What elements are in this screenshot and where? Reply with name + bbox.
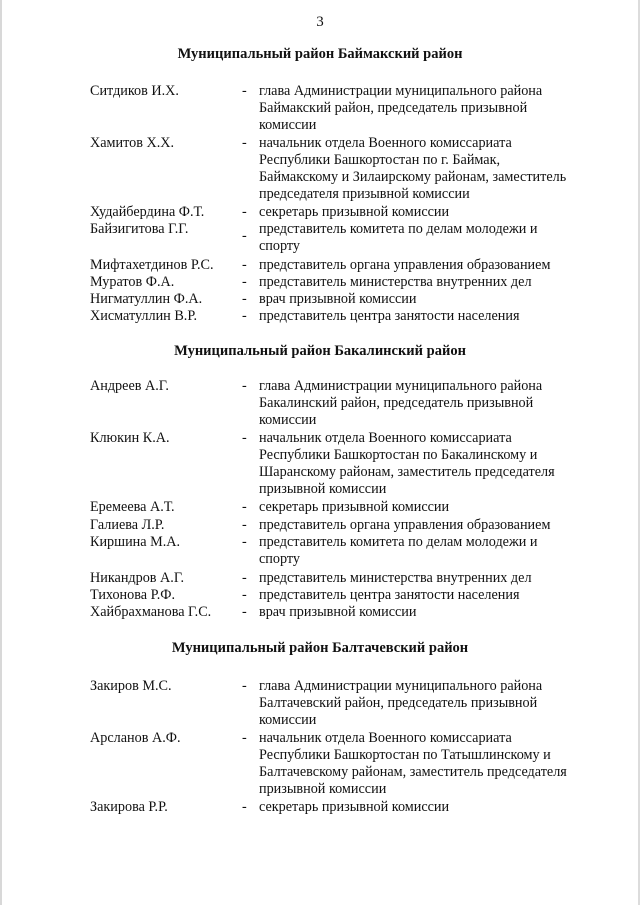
role-line: комиссии [259,712,317,728]
role-line: Республики Башкортостан по Татышлинскому и [259,747,551,763]
role-line: Балтачевский район, председатель призывной [259,695,538,711]
member-name: Хамитов Х.Х. [90,135,175,151]
member-dash: - [242,308,247,324]
member-role [259,274,599,291]
member-dash: - [242,378,247,394]
role-line: начальник отдела Военного комиссариата [259,135,512,151]
member-role [259,730,599,798]
role-line: Республики Башкортостан по г. Баймак, [259,152,501,168]
member-dash: - [242,204,247,220]
role-line: Бакалинский район, председатель призывной [259,395,534,411]
member-role [259,517,599,534]
member-dash: - [242,257,247,273]
role-line: представитель центра занятости населения [259,308,520,324]
role-line: представитель органа управления образованием [259,517,551,533]
role-line: Балтачевскому районам, заместитель председателя [259,764,567,780]
member-role [259,291,599,308]
member-name: Закирова Р.Р. [90,799,168,815]
member-dash: - [242,678,247,694]
member-dash: - [242,534,247,550]
member-name: Никандров А.Г. [90,570,184,586]
member-dash: - [242,228,247,244]
role-line: глава Администрации муниципального района [259,83,543,99]
member-name: Хайбрахманова Г.С. [90,604,212,620]
member-dash: - [242,274,247,290]
role-line: Баймакский район, председатель призывной [259,100,528,116]
member-role [259,221,599,255]
scan-edge-left [0,0,2,905]
member-role [259,83,599,134]
role-line: спорту [259,238,300,254]
section-title-bakaly: Муниципальный район Бакалинский район [174,343,466,359]
member-name: Муратов Ф.А. [90,274,175,290]
role-line: представитель комитета по делам молодежи и [259,221,538,237]
member-dash: - [242,430,247,446]
member-name: Ситдиков И.Х. [90,83,179,99]
role-line: представитель министерства внутренних дел [259,274,532,290]
member-role [259,499,599,516]
member-role [259,308,599,325]
member-name: Худайбердина Ф.Т. [90,204,205,220]
member-name: Галиева Л.Р. [90,517,165,533]
member-role [259,135,599,203]
member-dash: - [242,83,247,99]
role-line: председателя призывной комиссии [259,186,470,202]
role-line: Шаранскому районам, заместитель председателя [259,464,555,480]
member-role [259,678,599,729]
role-line: спорту [259,551,300,567]
member-role [259,799,599,816]
role-line: Республики Башкортостан по Бакалинскому и [259,447,538,463]
role-line: врач призывной комиссии [259,604,417,620]
member-name: Хисматуллин В.Р. [90,308,197,324]
role-line: глава Администрации муниципального района [259,678,543,694]
member-role [259,570,599,587]
member-name: Клюкин К.А. [90,430,170,446]
role-line: представитель центра занятости населения [259,587,520,603]
role-line: комиссии [259,117,317,133]
role-line: секретарь призывной комиссии [259,204,450,220]
member-dash: - [242,730,247,746]
section-title-baymak: Муниципальный район Баймакский район [177,46,463,62]
member-dash: - [242,604,247,620]
role-line: комиссии [259,412,317,428]
member-dash: - [242,499,247,515]
member-role [259,204,599,221]
role-line: призывной комиссии [259,481,387,497]
member-dash: - [242,587,247,603]
role-line: представитель министерства внутренних дел [259,570,532,586]
role-line: представитель комитета по делам молодежи и [259,534,538,550]
member-name: Байзигитова Г.Г. [90,221,189,237]
member-name: Киршина М.А. [90,534,181,550]
role-line: глава Администрации муниципального района [259,378,543,394]
member-role [259,378,599,429]
member-dash: - [242,799,247,815]
member-role [259,534,599,568]
member-role [259,430,599,498]
member-role [259,257,599,274]
member-name: Тихонова Р.Ф. [90,587,176,603]
role-line: начальник отдела Военного комиссариата [259,430,512,446]
member-dash: - [242,570,247,586]
section-title-baltachevo: Муниципальный район Балтачевский район [171,640,469,656]
member-dash: - [242,291,247,307]
role-line: представитель органа управления образованием [259,257,551,273]
member-role [259,604,599,621]
member-dash: - [242,135,247,151]
page-number: 3 [316,14,324,30]
role-line: начальник отдела Военного комиссариата [259,730,512,746]
role-line: секретарь призывной комиссии [259,799,450,815]
member-role [259,587,599,604]
member-name: Андреев А.Г. [90,378,169,394]
member-dash: - [242,517,247,533]
role-line: врач призывной комиссии [259,291,417,307]
member-name: Нигматуллин Ф.А. [90,291,203,307]
member-name: Закиров М.С. [90,678,172,694]
member-name: Арсланов А.Ф. [90,730,181,746]
member-name: Еремеева А.Т. [90,499,175,515]
role-line: призывной комиссии [259,781,387,797]
role-line: Баймакскому и Зилаирскому районам, заместитель [259,169,567,185]
member-name: Мифтахетдинов Р.С. [90,257,214,273]
role-line: секретарь призывной комиссии [259,499,450,515]
